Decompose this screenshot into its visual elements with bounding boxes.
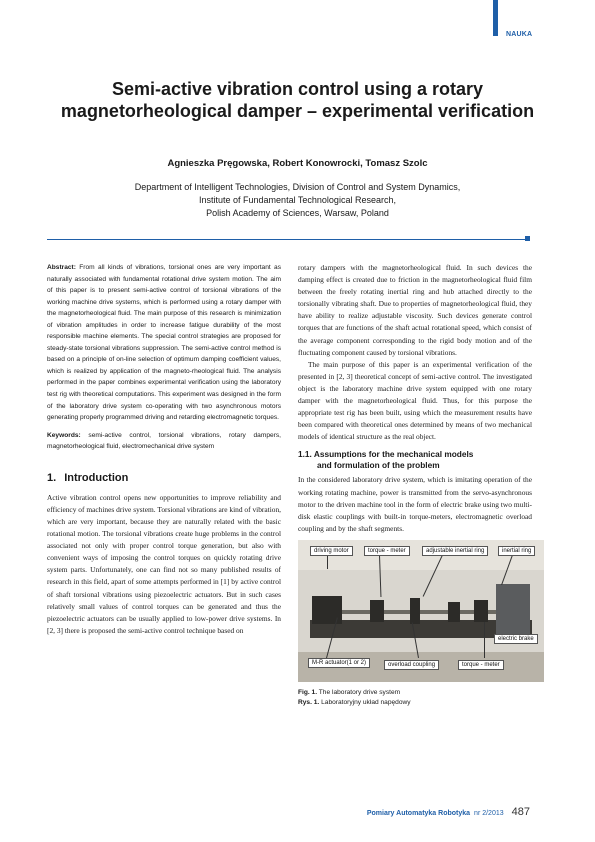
callout-line [327,555,328,569]
callout-adjustable-inertial-ring: adjustable inertial ring [422,546,488,556]
torque-meter-shape [370,600,384,622]
journal-issue: nr 2/2013 [474,810,504,817]
section-heading-introduction [47,472,281,484]
caption-polish [298,698,532,708]
subsection-heading [298,449,532,471]
divider-square-marker [525,236,530,241]
callout-overload-coupling: overload coupling [384,660,439,670]
journal-name: Pomiary Automatyka Robotyka [366,810,471,817]
callout-electric-brake: electric brake [494,634,538,644]
caption-label: Rys. 1. [298,698,320,706]
subsection-number: 1.1. [298,449,312,460]
introduction-paragraph: Active vibration control opens new opportunities to improve reliability and efficiency of machines drive system. Torsional vibrations are kind of vibration, which are very important, because they are naturally related with the basic rotational motion. The torsional vibrations create huge problems in the control associated not only with proper control torque generation, but also with convenient ways of imposing the control torques on quickly rotating drive system parts. Unfortunately, one can find not so many published results of research in this field, apart of some attempts performed in [1] by active control of shaft torsional vibrations using piezoelectric actuators. But in such cases relatively small values of control torques can be generated and thus the piezoelectric actuators can be usually applied to low-power drive systems. In [2, 3] there is proposed the semi-active control technique based on [47,492,281,635]
page-number: 487 [511,806,530,818]
section-title: Introduction [64,471,129,484]
header-accent-bar [493,0,498,36]
driving-motor-shape [312,596,342,624]
affiliation-line: Department of Intelligent Technologies, Division of Control and System Dynamics, [134,182,461,192]
caption-text: Laboratoryjny układ napędowy [321,698,411,706]
right-column [298,262,532,708]
section-number: 1. [47,471,57,484]
subsection-title-line1: Assumptions for the mechanical models [313,449,474,460]
left-column [47,262,281,637]
affiliation-line: Polish Academy of Sciences, Warsaw, Poland [206,208,389,218]
callout-mr-actuator: M-R actuator(1 or 2) [308,658,370,668]
affiliation [40,181,555,220]
subsection-title-line2: and formulation of the problem [317,460,440,471]
body-paragraph: In the considered laboratory drive system, which is imitating operation of the working rotating machine, power is transmitted from the servo-asynchronous motor to the driven machine tool in the form of electric brake using two multi-disk elastic couplings with built-in torque-meters, electromagnetic overload coupling and by the shaft segments. [298,475,532,533]
abstract [47,262,281,424]
overload-coupling-shape [448,602,460,622]
torque-meter-shape [474,600,488,622]
inertial-ring-shape [410,598,420,624]
figure-laboratory-drive-system [298,540,544,682]
caption-english [298,688,532,698]
callout-inertial-ring: inertial ring [498,546,535,556]
header-divider [47,239,529,240]
body-paragraph: rotary dampers with the magnetorheological fluid. In such devices the damping effect is created due to friction in the magnetorheological fluid film between the freely rotating inertial ring and hub attached directly to the torsionally vibrating shaft. Due to properties of magnetorheological fluid, they have ability to realize adjustable viscosity. Such devices generate control torques that are functions of the shaft actual rotational speed, which consist of the average component corresponding to the rigid body motion and of the fluctuating component caused by torsional vibrations. [298,263,532,357]
caption-text: The laboratory drive system [318,688,401,696]
abstract-label: Abstract: [47,264,76,271]
keywords-text: semi-active control, torsional vibrations, rotary dampers, magnetorheological fluid, electromechanical drive system [47,431,281,451]
callout-line [484,622,485,658]
figure-caption [298,688,532,708]
callout-torque-meter: torque - meter [458,660,504,670]
authors: Agnieszka Pręgowska, Robert Konowrocki, Tomasz Szolc [167,158,428,169]
caption-label: Fig. 1. [298,688,318,696]
page-footer [320,802,530,820]
callout-driving-motor: driving motor [310,546,353,556]
affiliation-line: Institute of Fundamental Technological Research, [199,195,396,205]
test-rig-shaft [318,610,524,614]
paper-title: Semi-active vibration control using a rotary magnetorheological damper – experimental verification [60,79,535,121]
body-paragraph: The main purpose of this paper is an experimental verification of the presented in [2, 3] theoretical concept of semi-active control. The investigated object is the laboratory machine drive system equipped with one rotary damper with the magnetorheological fluid. Thus, for this purpose the appropriate test rig has been built, using which the measurement results have been compared with theoretical ones determined by means of two mechanical models of identical structure as the real object. [298,359,532,442]
section-tag: NAUKA [506,31,533,38]
keywords [47,430,281,453]
abstract-text: From all kinds of vibrations, torsional ones are very important as naturally associated with fundamental rotational drive system motion. The aim of this paper is to present semi-active control of torsional vibrations of the working machine drive systems, which is performed using a rotary damper with the magnetorheological fluid. The main purpose of this research is minimization of vibration amplitudes in order to increase fatigue durability of the most responsible machine elements. The special control strategies are proposed for steady-state torsional vibrations suppression. The semi-active control method is based on a principle of on-line selection of optimum damping coefficient values, which is realized by application of the magneto-rheological fluid. The analysis performed in the paper combines experimental verification using the laboratory test rig with theoretical computations. This experiment was designed in the form of the laboratory drive system co-operating with two asynchronous motors generating properly programmed driving and retarding electromagnetic torques. [47,264,281,422]
callout-torque-meter: torque - meter [364,546,410,556]
keywords-label: Keywords: [47,431,81,439]
